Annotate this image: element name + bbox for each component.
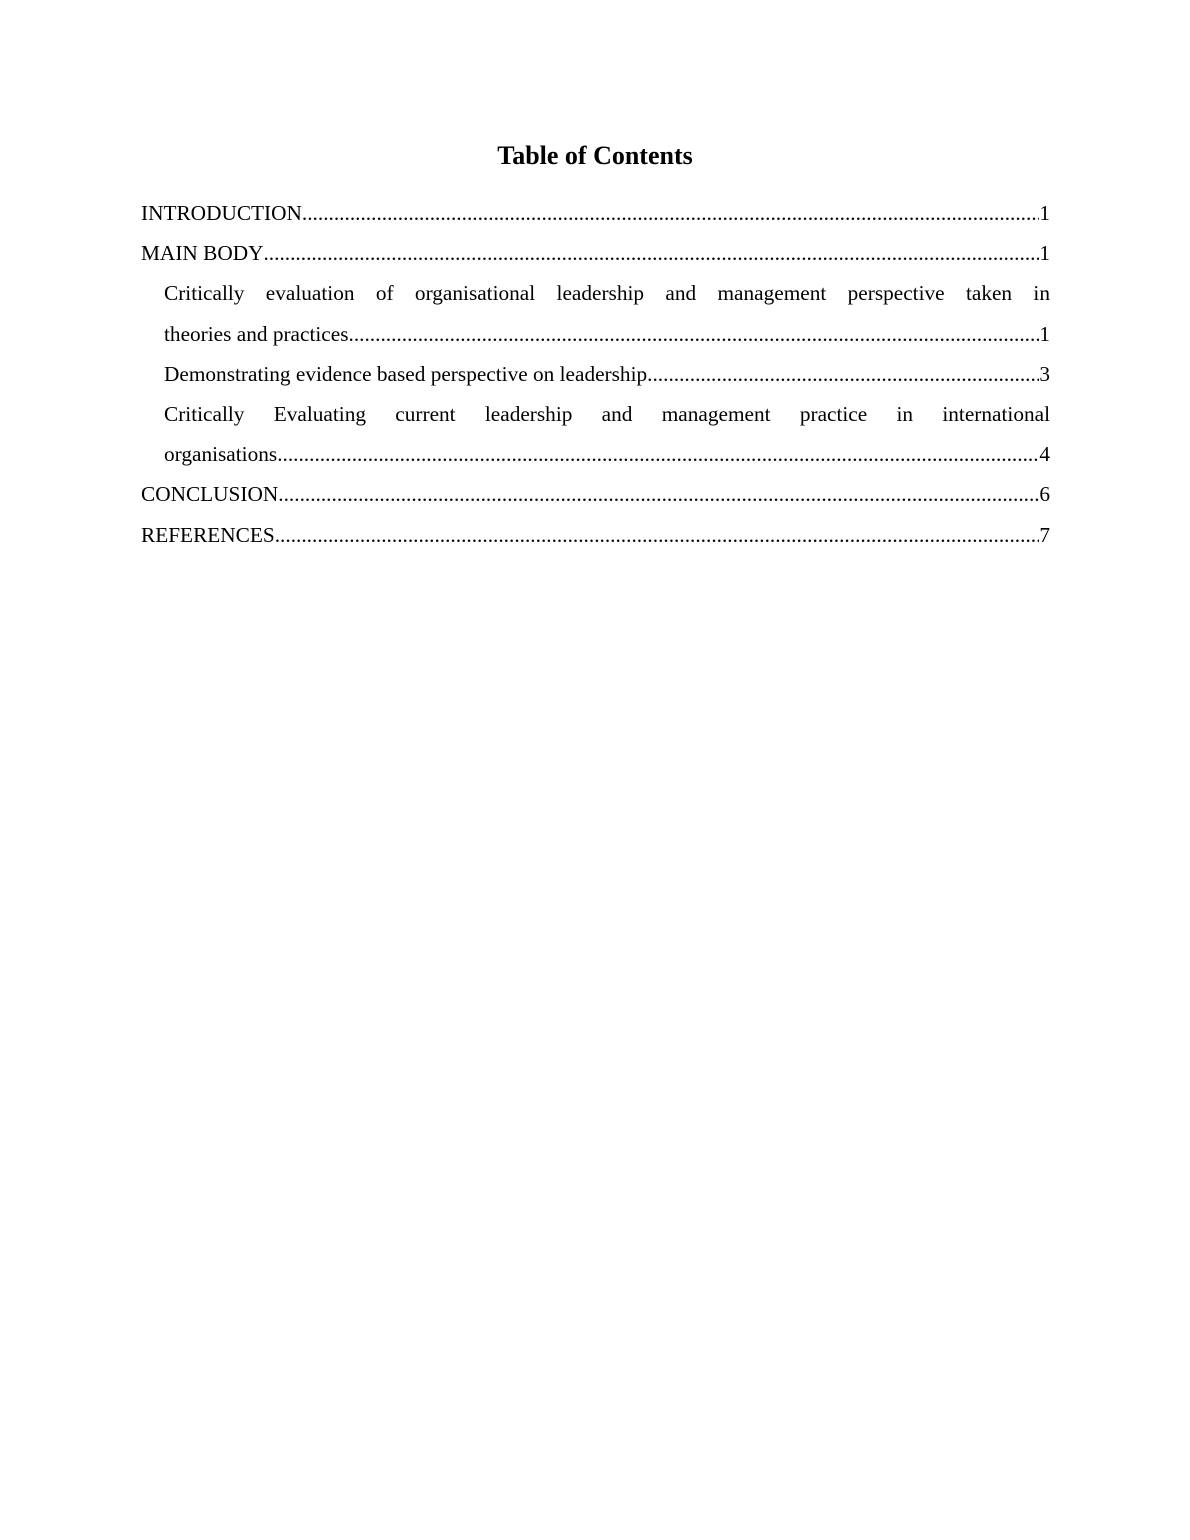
toc-entry-label-line-1: Critically Evaluating current leadership and management practice in international [164, 402, 1050, 427]
toc-dot-leader [647, 354, 1039, 394]
toc-dot-leader [302, 193, 1039, 233]
toc-entry-line [164, 314, 1050, 354]
toc-page-number: 1 [1039, 201, 1050, 225]
toc-entry-label: INTRODUCTION [141, 201, 302, 225]
toc-dot-leader [275, 515, 1040, 555]
toc-entry-label: MAIN BODY [141, 241, 264, 266]
toc-page-number: 1 [1039, 241, 1050, 266]
toc-entry-main-body[interactable] [141, 233, 1050, 273]
toc-entry-international-organisations[interactable] [141, 394, 1050, 474]
toc-entry-label-line-1: Critically evaluation of organisational leadership and management perspective taken in [164, 281, 1050, 306]
toc-entry-references[interactable] [141, 515, 1050, 555]
toc-entry-label: REFERENCES [141, 522, 275, 547]
toc-dot-leader [349, 314, 1040, 354]
toc-list [141, 193, 1050, 555]
toc-page-number: 7 [1039, 522, 1050, 547]
toc-title: Table of Contents [497, 141, 693, 170]
toc-entry-label: organisations [164, 442, 278, 467]
toc-page-number: 6 [1039, 482, 1050, 507]
toc-entry-line [164, 354, 1050, 394]
toc-entry-line [164, 434, 1050, 474]
toc-entry-line [141, 515, 1050, 555]
toc-page-number: 3 [1039, 361, 1050, 386]
toc-dot-leader [263, 233, 1039, 273]
toc-entry-introduction[interactable] [141, 193, 1050, 233]
toc-entry-evidence-based[interactable] [141, 354, 1050, 394]
toc-entry-label: CONCLUSION [141, 482, 279, 507]
toc-dot-leader [277, 434, 1039, 474]
toc-entry-line [141, 193, 1050, 233]
toc-entry-conclusion[interactable] [141, 474, 1050, 514]
toc-entry-critical-evaluation[interactable] [141, 273, 1050, 353]
toc-entry-label: Demonstrating evidence based perspective on leadership [164, 361, 648, 386]
toc-page-number: 1 [1039, 321, 1050, 346]
toc-entry-label: theories and practices [164, 321, 349, 346]
toc-entry-line [141, 233, 1050, 273]
toc-entry-line [141, 474, 1050, 514]
toc-dot-leader [278, 474, 1039, 514]
toc-page-number: 4 [1039, 442, 1050, 467]
